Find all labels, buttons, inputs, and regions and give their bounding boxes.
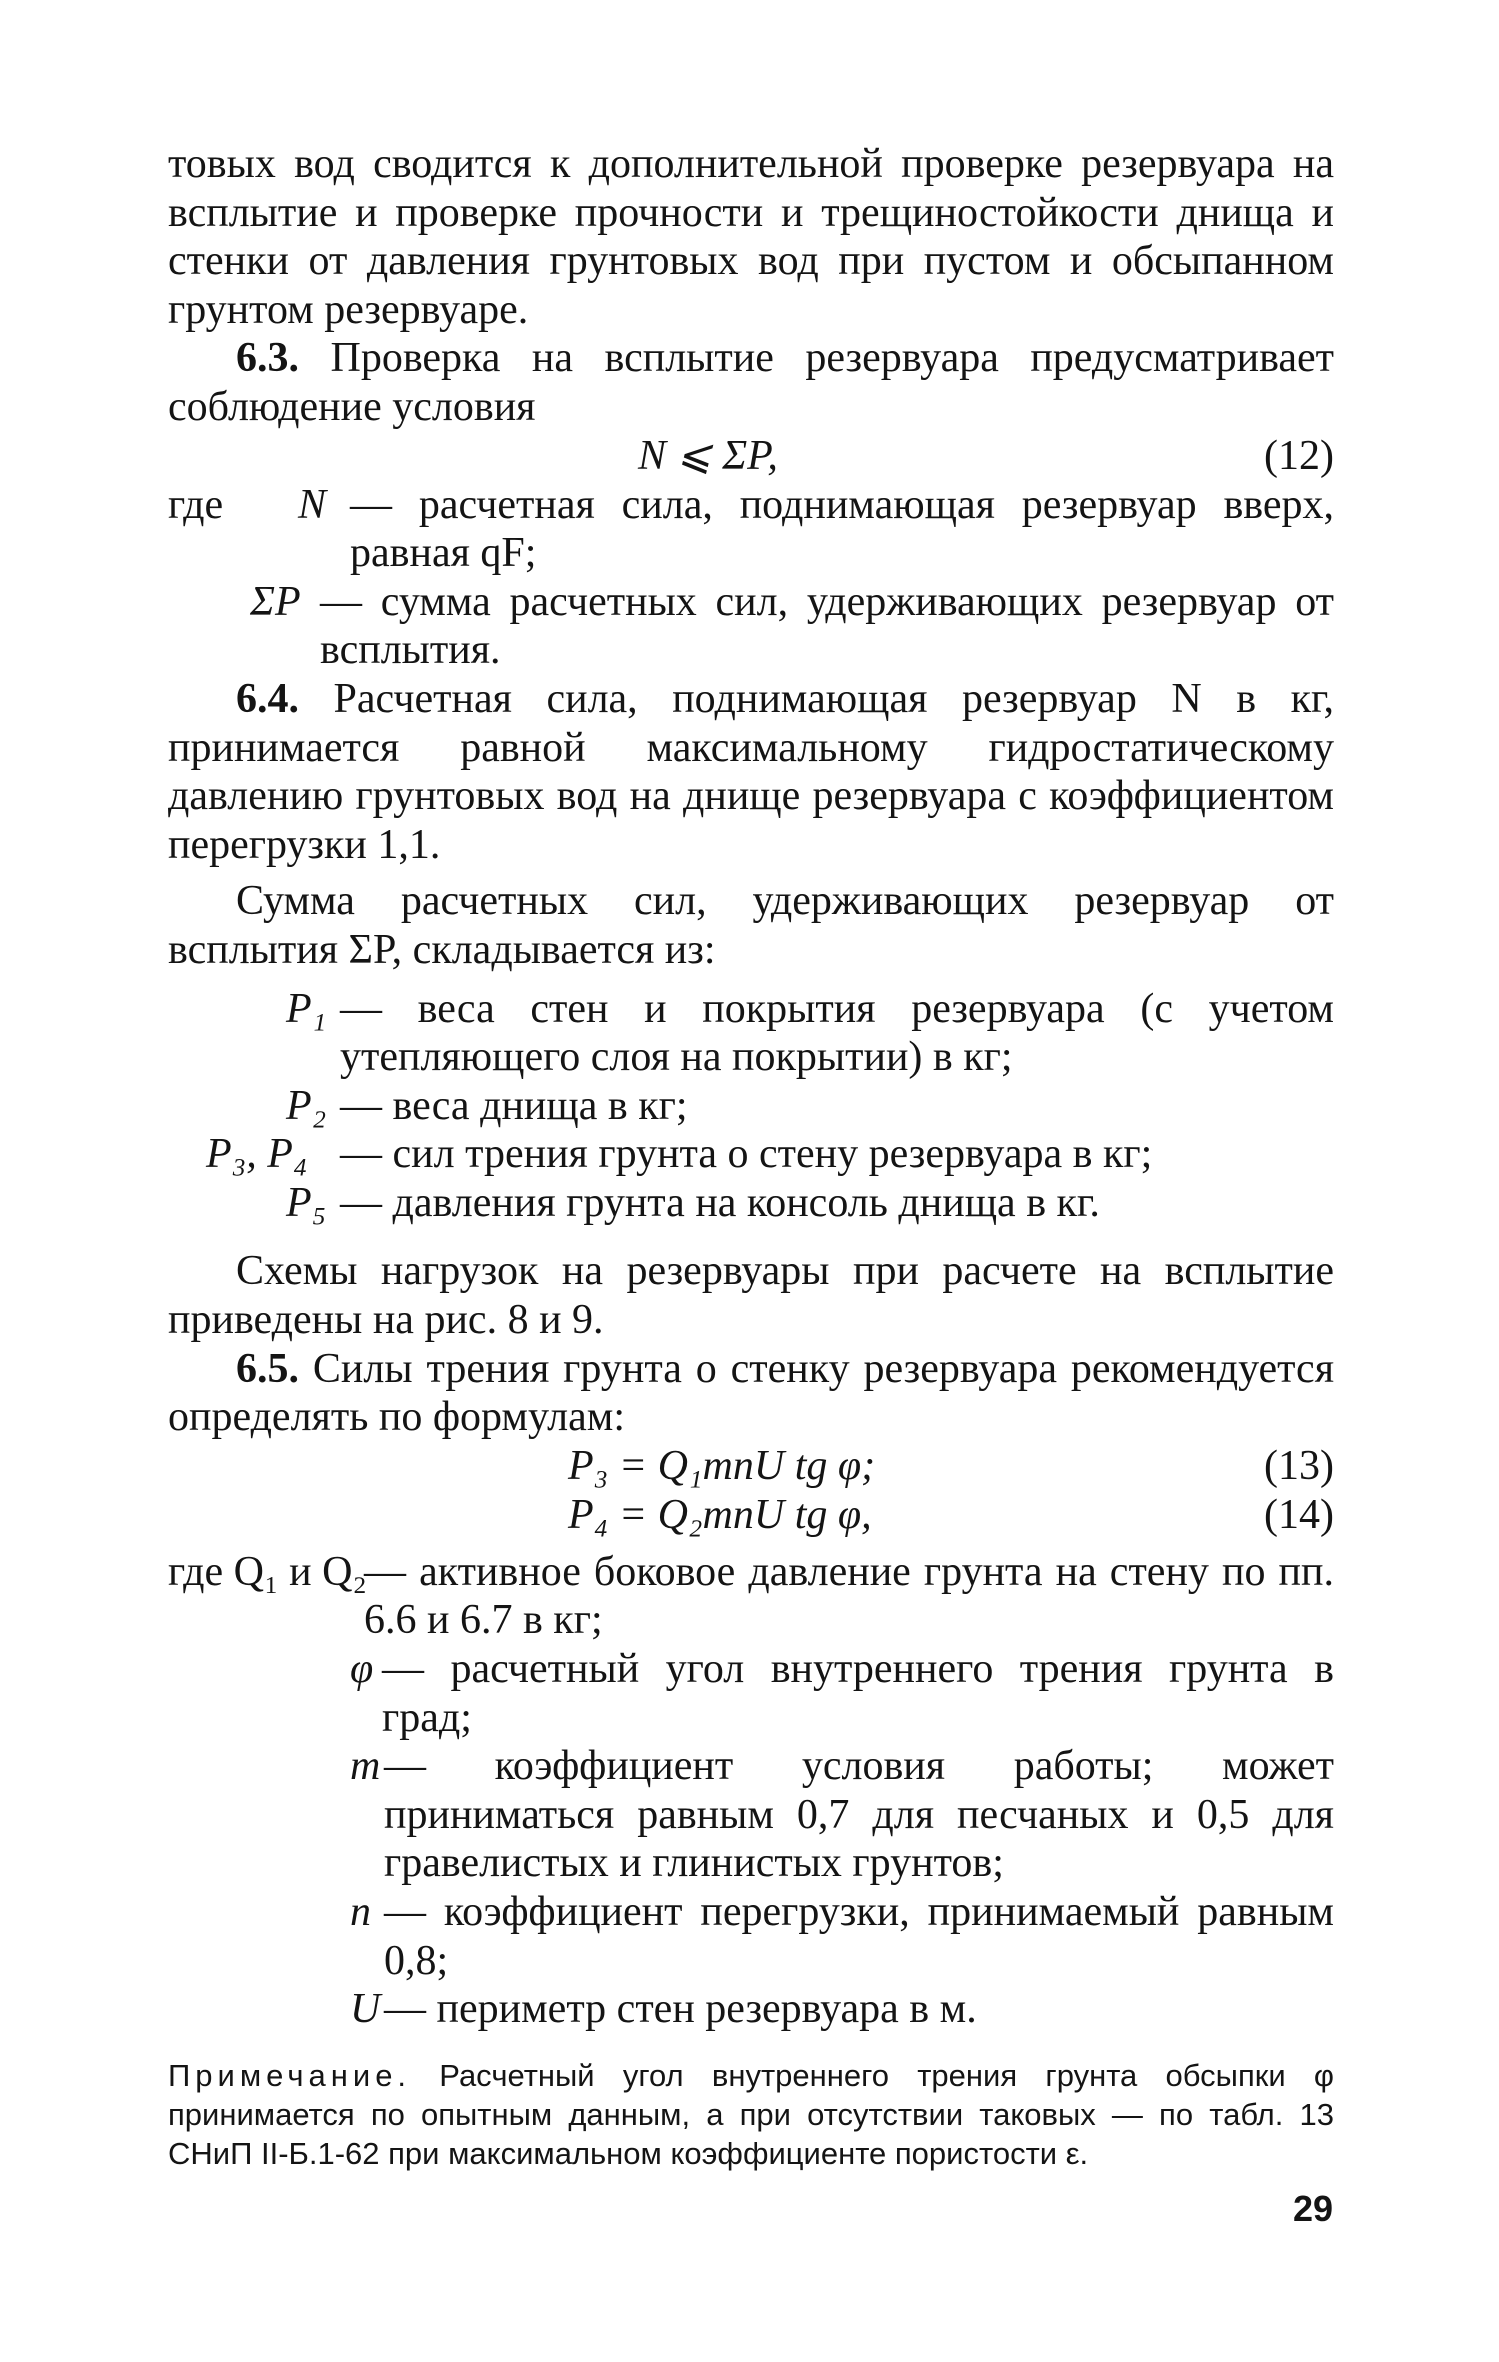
- equation-13: [168, 1442, 1334, 1491]
- load-item-p1: [168, 985, 1334, 1082]
- load-text: — сил трения грунта о стену резервуара в кг;: [340, 1131, 1153, 1178]
- footnote-text: Расчетный угол внутреннего трения грунта обсыпки φ принимается по опытным данным, а при отсутствии таковых — по табл. 13 СНиП II-Б.1-62 при максимальном коэффициенте пористости ε.: [168, 2057, 1334, 2171]
- definition-text: — периметр стен резервуара в м.: [384, 1986, 977, 2033]
- equation-12: [168, 432, 1334, 481]
- section-text: Проверка на всплытие резервуара предусматривает соблюдение условия: [168, 335, 1335, 430]
- intro-paragraph: товых вод сводится к дополнительной проверке резервуара на всплытие и проверке прочности и трещиностойкости днища и стенки от давления грунтовых вод при пустом и обсыпанном грунтом резервуаре.: [168, 141, 1334, 333]
- load-symbol: P₃, P₄: [206, 1131, 308, 1178]
- definition-text: — коэффициент условия работы; может приниматься равным 0,7 для песчаных и 0,5 для гравелистых и глинистых грунтов;: [384, 1743, 1334, 1887]
- definition-symbol: n: [350, 1889, 371, 1935]
- section-text: Расчетная сила, поднимающая резервуар N в кг, принимается равной максимальному гидростатическому давлению грунтовых вод на днище резервуара с коэффициентом перегрузки 1,1.: [168, 675, 1335, 868]
- load-item-p5: [168, 1179, 1334, 1228]
- definition-symbol: U: [350, 1986, 381, 2033]
- definition-text: — расчетная сила, поднимающая резервуар вверх, равная qF;: [350, 481, 1334, 577]
- definition-text: — активное боковое давление грунта на стену по пп. 6.6 и 6.7 в кг;: [364, 1548, 1334, 1644]
- equation-formula: N ⩽ ΣP,: [638, 432, 778, 479]
- definition-where: где: [168, 481, 224, 528]
- load-text: — веса днища в кг;: [340, 1082, 688, 1129]
- equation-number: (12): [1264, 432, 1334, 479]
- load-symbol: P₂: [286, 1082, 327, 1129]
- footnote-label: Примечание.: [168, 2057, 412, 2093]
- section-6-3: [168, 334, 1334, 431]
- schemes-paragraph: Схемы нагрузок на резервуары при расчете на всплытие приведены на рис. 8 и 9.: [168, 1248, 1334, 1344]
- definition-n: [168, 1888, 1334, 1985]
- section-number: 6.3.: [236, 335, 299, 382]
- definition-text: — коэффициент перегрузки, принимаемый равным 0,8;: [384, 1889, 1334, 1984]
- definition-U: [168, 1985, 1334, 2034]
- section-6-5: [168, 1345, 1334, 1442]
- definition-symbol: где Q₁ и Q₂: [168, 1548, 368, 1595]
- section-number: 6.5.: [236, 1345, 299, 1392]
- footnote: [168, 2056, 1334, 2173]
- page-text: [168, 140, 1334, 2173]
- equation-formula: P₄ = Q₂mnU tg φ,: [568, 1491, 872, 1538]
- definition-phi: [168, 1645, 1334, 1742]
- section-6-4: [168, 675, 1334, 869]
- sum-forces-paragraph: Сумма расчетных сил, удерживающих резервуар от всплытия ΣP, складывается из:: [168, 878, 1334, 973]
- equation-number: (13): [1264, 1442, 1334, 1489]
- load-item-p3-p4: [168, 1130, 1334, 1179]
- definition-text: — сумма расчетных сил, удерживающих резервуар от всплытия.: [320, 578, 1334, 674]
- equation-formula: P₃ = Q₁mnU tg φ;: [568, 1442, 876, 1489]
- definition-symbol: ΣP: [250, 578, 301, 625]
- load-item-p2: [168, 1082, 1334, 1131]
- page-number: 29: [1292, 2188, 1333, 2229]
- definition-m: [168, 1742, 1334, 1888]
- equation-14: [168, 1491, 1334, 1540]
- load-symbol: P₅: [286, 1179, 327, 1226]
- equation-number: (14): [1264, 1491, 1334, 1538]
- load-symbol: P₁: [286, 985, 327, 1032]
- definition-symbol: m: [350, 1743, 381, 1790]
- definition-symbol: N: [298, 481, 327, 528]
- definition-Q: [168, 1548, 1334, 1645]
- load-text: — веса стен и покрытия резервуара (с учетом утепляющего слоя на покрытии) в кг;: [340, 985, 1334, 1081]
- load-text: — давления грунта на консоль днища в кг.: [340, 1179, 1100, 1226]
- section-number: 6.4.: [236, 675, 299, 722]
- definition-N: [168, 481, 1334, 578]
- definition-text: — расчетный угол внутреннего трения грунта в град;: [382, 1646, 1334, 1741]
- definition-sum-P: [168, 578, 1334, 675]
- section-text: Силы трения грунта о стенку резервуара рекомендуется определять по формулам:: [168, 1345, 1335, 1441]
- definition-symbol: φ: [350, 1646, 374, 1693]
